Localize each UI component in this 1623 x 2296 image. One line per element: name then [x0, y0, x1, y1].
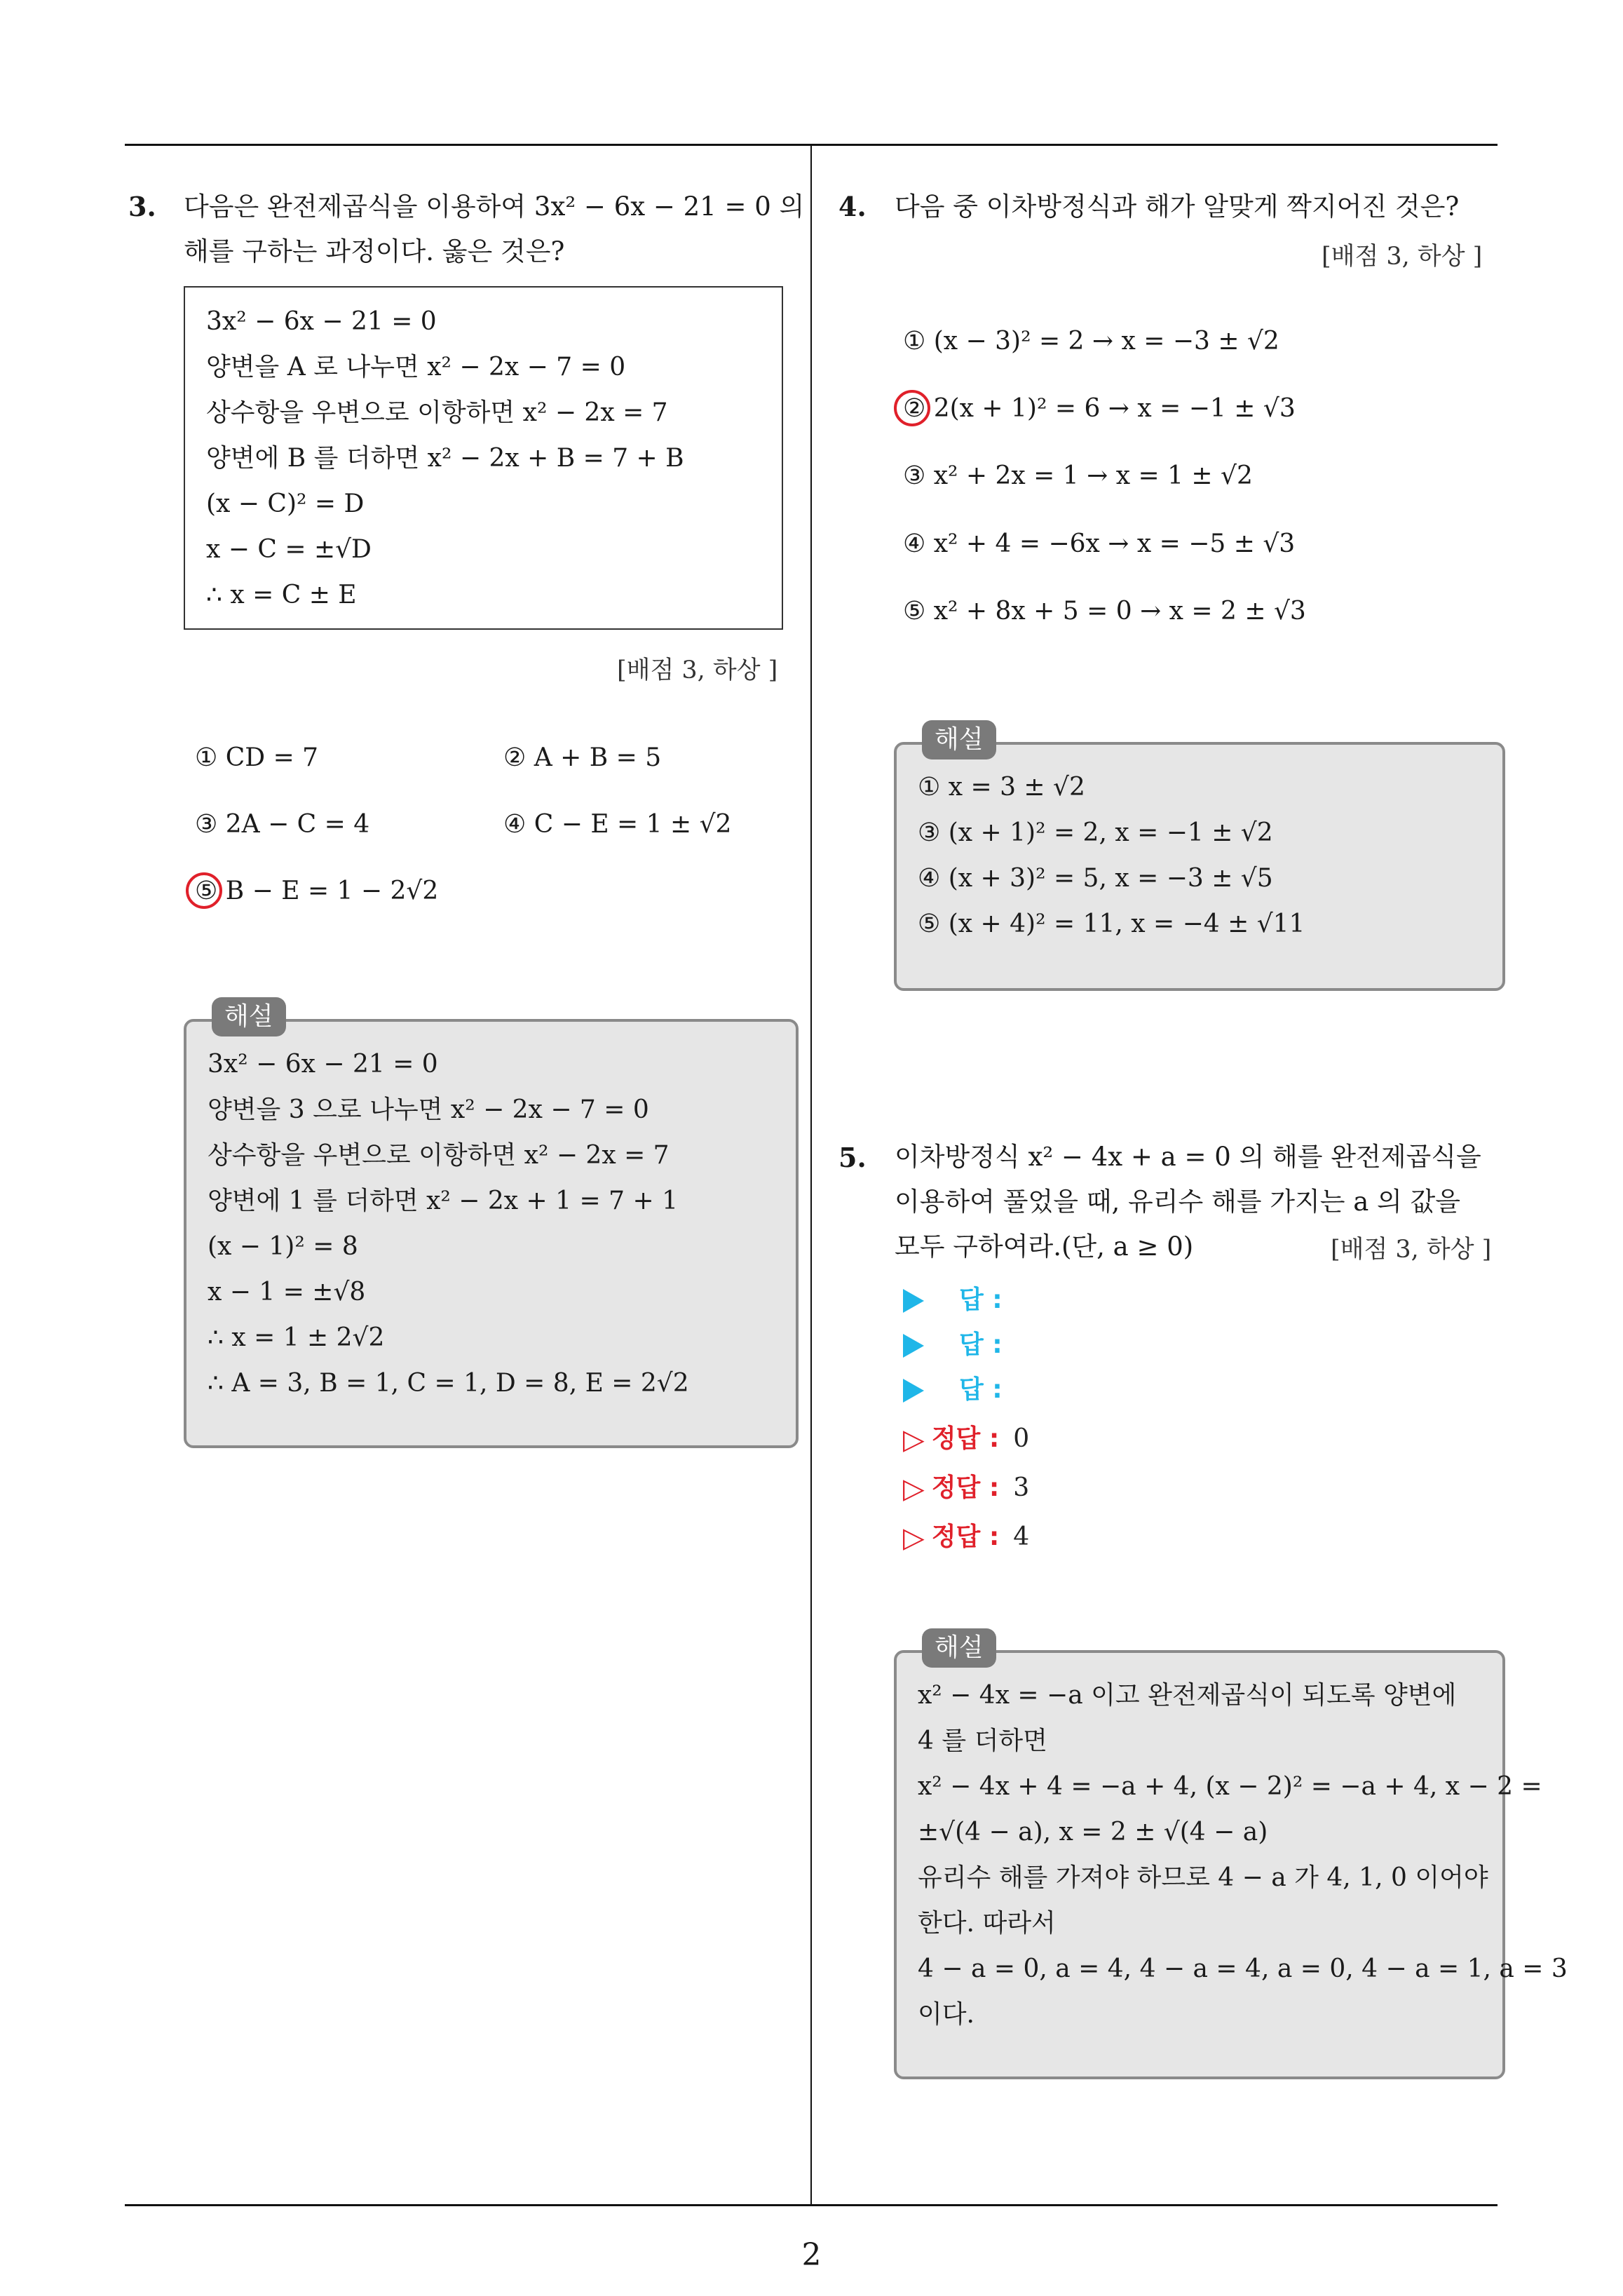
play-triangle-icon	[903, 1379, 924, 1403]
correct-answer-row-3	[903, 1517, 1029, 1554]
outline-triangle-icon: ▷	[903, 1424, 925, 1456]
explanation-line: 유리수 해를 가져야 하므로 4 − a 가 4, 1, 0 이어야	[918, 1863, 1488, 1892]
question-4-choice-1[interactable]: ① (x − 3)² = 2 → x = −3 ± √2	[903, 327, 1279, 356]
play-triangle-icon	[903, 1289, 924, 1313]
selected-answer-circle	[894, 390, 930, 426]
explanation-line: 한다. 따라서	[918, 1909, 1056, 1938]
process-line: 3x² − 6x − 21 = 0	[206, 307, 437, 336]
question-3-score-meta: [배점 3, 하상 ]	[617, 656, 778, 684]
process-line: ∴ x = C ± E	[206, 581, 357, 609]
explanation-line: 양변에 1 를 더하면 x² − 2x + 1 = 7 + 1	[208, 1187, 678, 1215]
question-5-score-meta: [배점 3, 하상 ]	[1331, 1236, 1492, 1264]
correct-answer-row-2	[903, 1468, 1029, 1505]
question-3-number: 3.	[128, 191, 156, 222]
play-triangle-icon	[903, 1334, 924, 1358]
explanation-line: x² − 4x + 4 = −a + 4, (x − 2)² = −a + 4, x − 2 =	[918, 1772, 1542, 1801]
question-3-choice-5[interactable]: ⑤ B − E = 1 − 2√2	[195, 877, 439, 905]
correct-label: 정답 :	[931, 1424, 1000, 1453]
correct-value: 4	[1013, 1522, 1030, 1551]
answer-input-row-1[interactable]	[903, 1280, 1003, 1316]
correct-value: 3	[1013, 1473, 1030, 1502]
explanation-line: ±√(4 − a), x = 2 ± √(4 − a)	[918, 1818, 1268, 1846]
explanation-line: x − 1 = ±√8	[208, 1278, 366, 1306]
explanation-line: ④ (x + 3)² = 5, x = −3 ± √5	[918, 864, 1273, 893]
correct-answer-row-1	[903, 1419, 1029, 1456]
explanation-line: ① x = 3 ± √2	[918, 773, 1085, 802]
question-4-number: 4.	[838, 191, 867, 222]
outline-triangle-icon: ▷	[903, 1473, 925, 1505]
question-3-choice-4[interactable]: ④ C − E = 1 ± √2	[503, 810, 732, 839]
explanation-line: x² − 4x = −a 이고 완전제곱식이 되도록 양변에	[918, 1681, 1457, 1710]
explanation-line: 상수항을 우변으로 이항하면 x² − 2x = 7	[208, 1141, 670, 1170]
question-3-text	[184, 184, 805, 274]
answer-label: 답 :	[959, 1285, 1003, 1314]
question-5-explanation-tab: 해설	[922, 1628, 996, 1668]
question-3-choice-3[interactable]: ③ 2A − C = 4	[195, 810, 370, 839]
question-4-choice-3[interactable]: ③ x² + 2x = 1 → x = 1 ± √2	[903, 461, 1253, 490]
process-line: 양변에 B 를 더하면 x² − 2x + B = 7 + B	[206, 444, 684, 473]
process-line: (x − C)² = D	[206, 489, 365, 518]
question-3-text-line-1: 다음은 완전제곱식을 이용하여 3x² − 6x − 21 = 0 의	[184, 191, 805, 222]
answer-label: 답 :	[959, 1375, 1003, 1404]
question-4-choice-4[interactable]: ④ x² + 4 = −6x → x = −5 ± √3	[903, 529, 1296, 558]
question-5-text-line-3: 모두 구하여라.(단, a ≥ 0)	[895, 1231, 1194, 1262]
explanation-line: ∴ x = 1 ± 2√2	[208, 1323, 385, 1352]
explanation-line: ∴ A = 3, B = 1, C = 1, D = 8, E = 2√2	[208, 1369, 689, 1398]
question-3-process-box	[184, 286, 783, 630]
explanation-line: 4 를 더하면	[918, 1727, 1047, 1755]
question-4-explanation-box	[894, 742, 1505, 991]
explanation-line: 4 − a = 0, a = 4, 4 − a = 4, a = 0, 4 − a = 1, a = 3	[918, 1954, 1568, 1983]
bottom-rule	[125, 2204, 1498, 2206]
process-line: 양변을 A 로 나누면 x² − 2x − 7 = 0	[206, 353, 626, 381]
question-3-text-line-2: 해를 구하는 과정이다. 옳은 것은?	[184, 236, 565, 266]
question-4-text: 다음 중 이차방정식과 해가 알맞게 짝지어진 것은?	[895, 191, 1460, 222]
correct-label: 정답 :	[931, 1473, 1000, 1502]
answer-input-row-2[interactable]	[903, 1325, 1003, 1360]
question-5-text-line-2: 이용하여 풀었을 때, 유리수 해를 가지는 a 의 값을	[895, 1187, 1461, 1217]
question-4-score-meta: [배점 3, 하상 ]	[1322, 243, 1483, 271]
question-5-number: 5.	[838, 1142, 867, 1173]
explanation-line: ⑤ (x + 4)² = 11, x = −4 ± √11	[918, 910, 1305, 938]
question-4-choice-2[interactable]: ② 2(x + 1)² = 6 → x = −1 ± √3	[903, 394, 1296, 423]
question-3-choice-1[interactable]: ① CD = 7	[195, 743, 319, 772]
question-5-explanation-box	[894, 1650, 1568, 2079]
question-3-explanation-box	[184, 1019, 799, 1448]
explanation-line: ③ (x + 1)² = 2, x = −1 ± √2	[918, 818, 1273, 847]
question-4-explanation-tab: 해설	[922, 720, 996, 759]
explanation-line: 양변을 3 으로 나누면 x² − 2x − 7 = 0	[208, 1095, 649, 1124]
question-3-choice-2[interactable]: ② A + B = 5	[503, 743, 662, 772]
answer-label: 답 :	[959, 1330, 1003, 1359]
explanation-line: 3x² − 6x − 21 = 0	[208, 1050, 438, 1079]
explanation-line: (x − 1)² = 8	[208, 1232, 358, 1261]
process-line: 상수항을 우변으로 이항하면 x² − 2x = 7	[206, 398, 668, 427]
question-4-choice-5[interactable]: ⑤ x² + 8x + 5 = 0 → x = 2 ± √3	[903, 597, 1306, 626]
page-number: 2	[801, 2237, 822, 2273]
correct-value: 0	[1013, 1424, 1030, 1453]
outline-triangle-icon: ▷	[903, 1522, 925, 1554]
explanation-line: 이다.	[918, 2000, 975, 2029]
selected-answer-circle	[186, 872, 222, 909]
question-3-explanation-tab: 해설	[212, 997, 286, 1036]
column-divider	[810, 144, 812, 2206]
answer-input-row-3[interactable]	[903, 1370, 1003, 1405]
process-line: x − C = ±√D	[206, 535, 372, 564]
question-5-text-line-1: 이차방정식 x² − 4x + a = 0 의 해를 완전제곱식을	[895, 1142, 1481, 1172]
correct-label: 정답 :	[931, 1522, 1000, 1551]
